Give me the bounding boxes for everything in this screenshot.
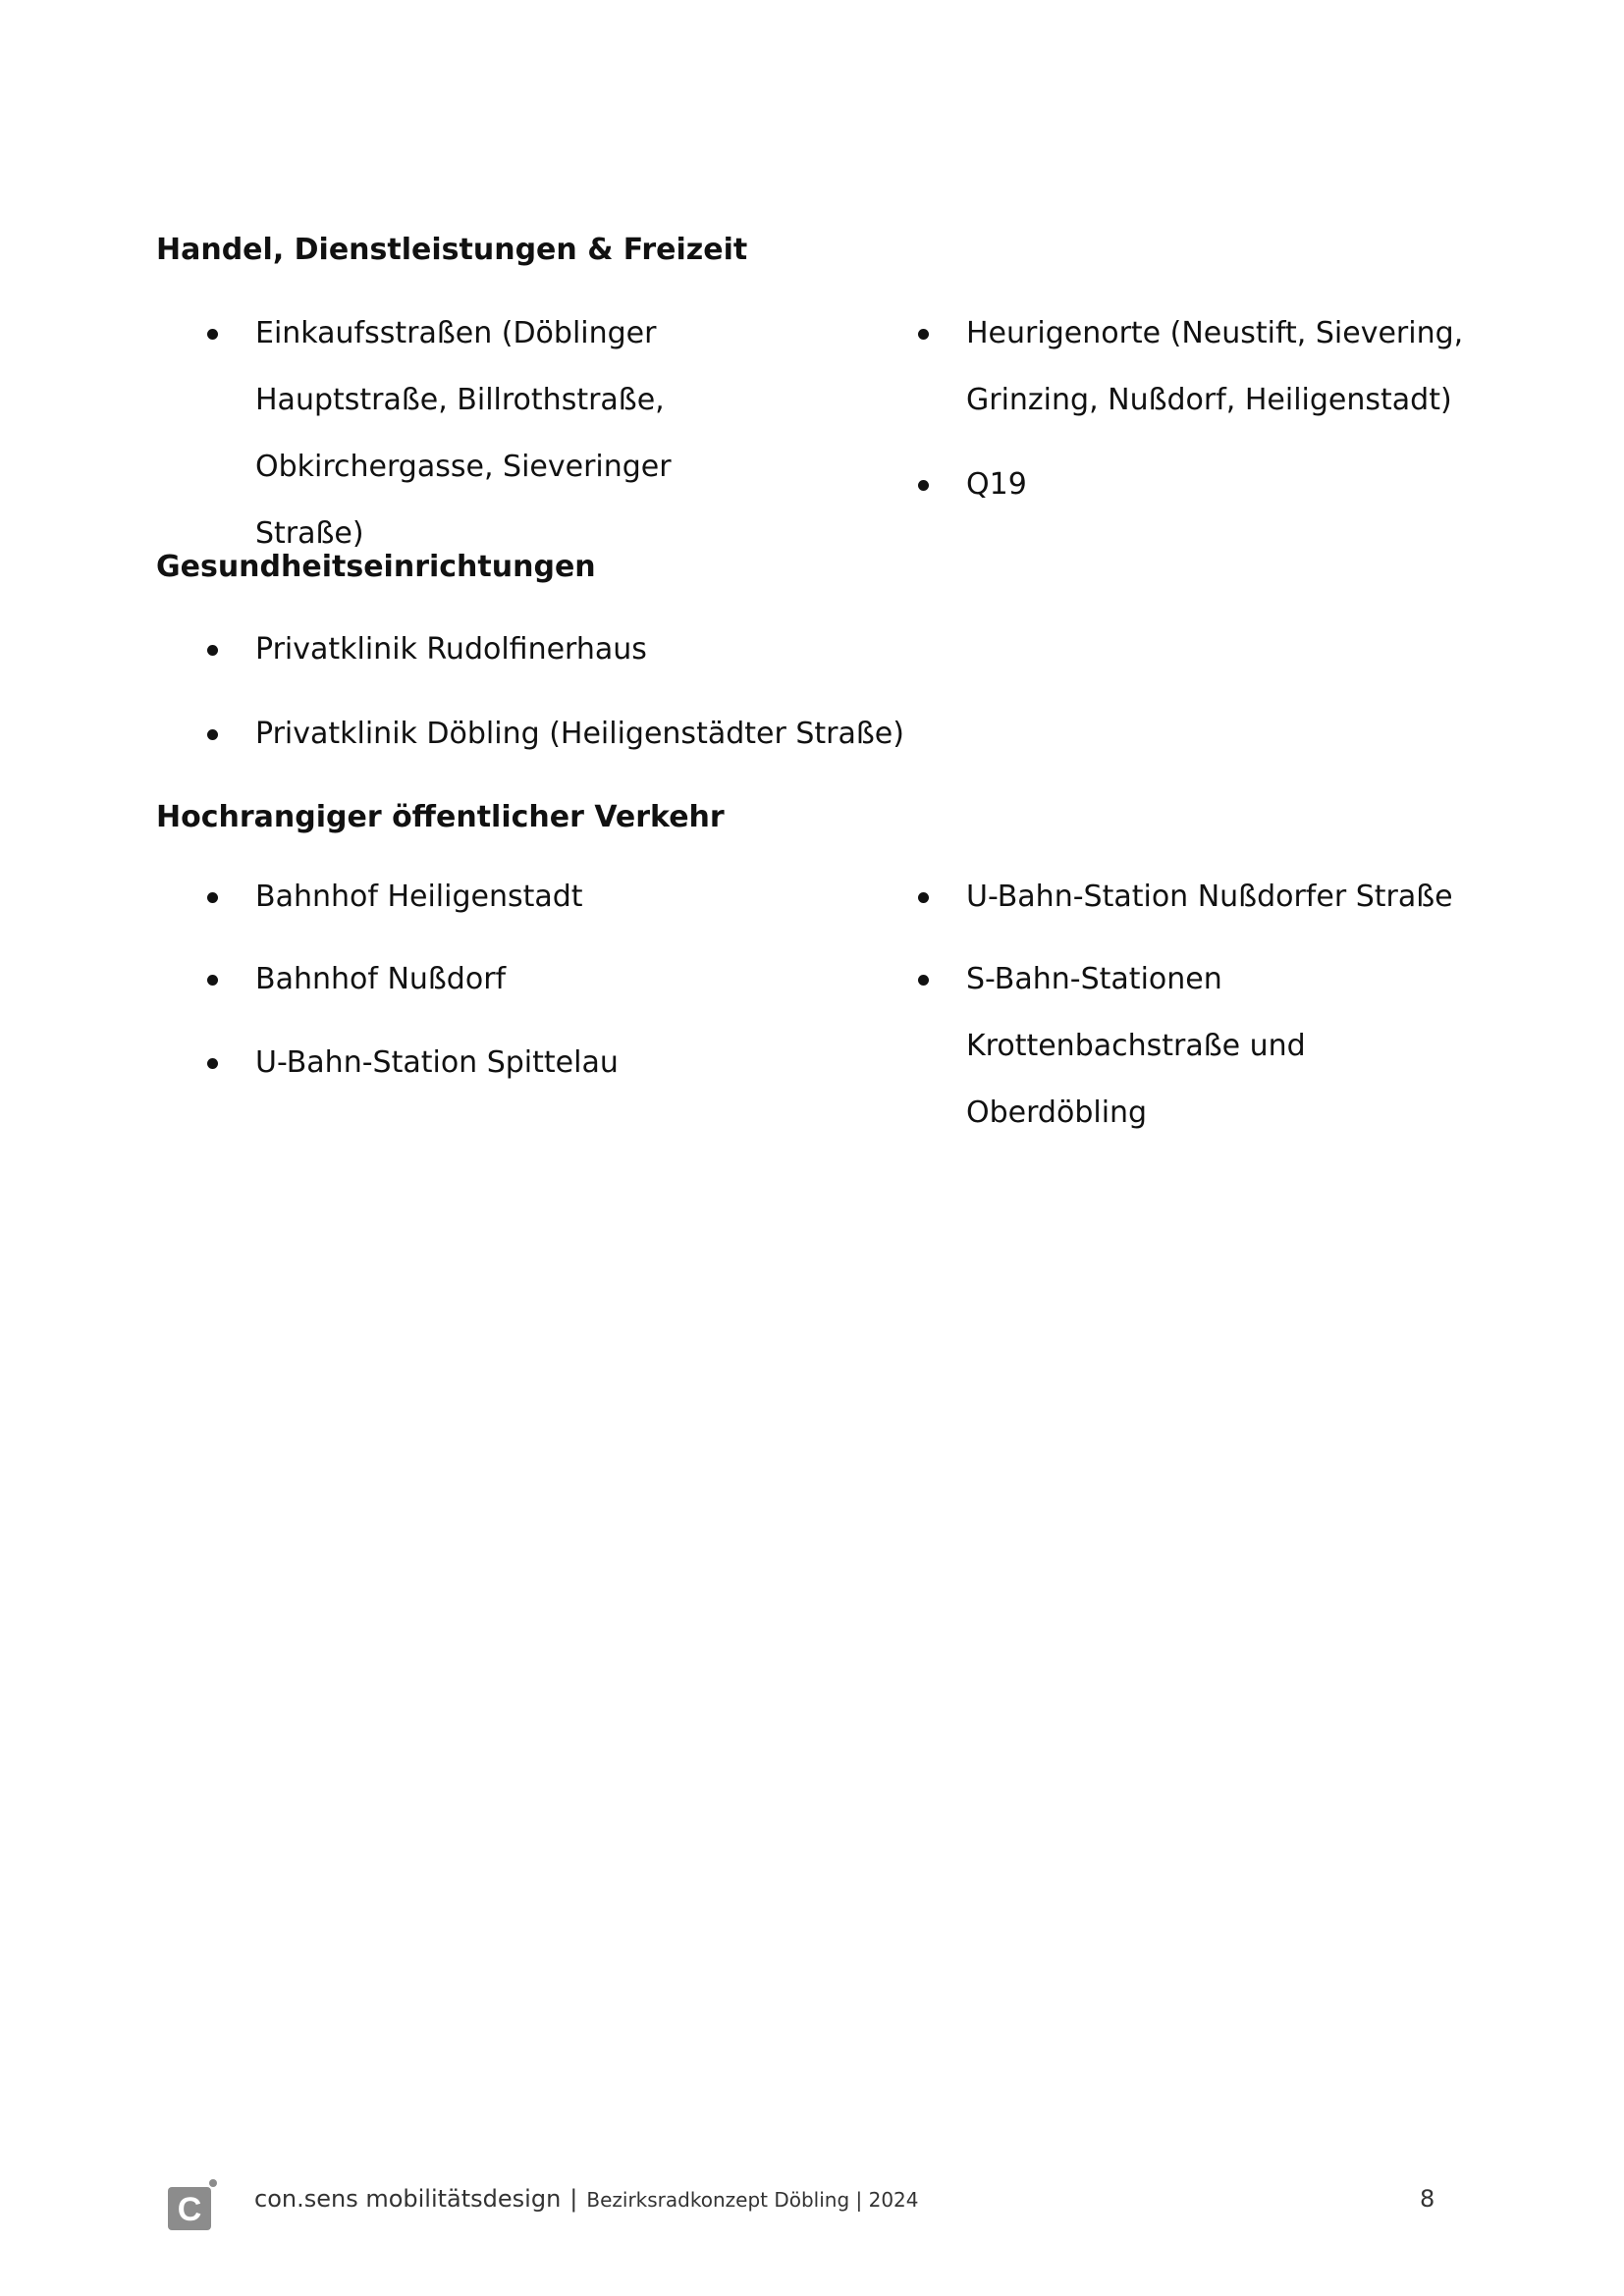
footer-separator: | [569, 2185, 578, 2213]
list-item [207, 864, 914, 931]
list-item-text: S-Bahn-Stationen Krottenbachstraße und Oberdöbling [966, 962, 1306, 1130]
bullet-dot [207, 975, 218, 986]
list-item-text: Privatklinik Döbling (Heiligenstädter Straße) [255, 717, 904, 751]
bullet-dot [918, 480, 929, 491]
list-item [918, 300, 1478, 434]
list-item [207, 300, 757, 567]
logo-letter: C [177, 2191, 202, 2228]
bullet-dot [207, 1058, 218, 1069]
list-item [207, 1030, 914, 1096]
list-item [207, 616, 914, 683]
footer [254, 2185, 919, 2213]
list-item-text: Privatklinik Rudolfinerhaus [255, 632, 647, 667]
list-item-text: Bahnhof Heiligenstadt [255, 880, 583, 914]
bullet-dot [918, 975, 929, 986]
section-heading-handel: Handel, Dienstleistungen & Freizeit [156, 233, 748, 267]
page-number: 8 [1420, 2185, 1435, 2213]
list-item-text: Bahnhof Nußdorf [255, 962, 507, 996]
bullet-dot [918, 892, 929, 903]
bullet-dot [207, 645, 218, 656]
list-item-text: Einkaufsstraßen (Döblinger Hauptstraße, Billrothstraße, Obkirchergasse, Sieveringer Straße) [255, 316, 672, 551]
section-heading-gesundheit: Gesundheitseinrichtungen [156, 550, 596, 584]
list-item-text: Q19 [966, 467, 1027, 502]
bullet-dot [207, 892, 218, 903]
footer-document-info: Bezirksradkonzept Döbling | 2024 [586, 2188, 919, 2212]
list-item-text: Heurigenorte (Neustift, Sievering, Grinzing, Nußdorf, Heiligenstadt) [966, 316, 1464, 417]
list-item [207, 946, 914, 1013]
section-heading-verkehr: Hochrangiger öffentlicher Verkehr [156, 800, 725, 834]
list-item-text: U-Bahn-Station Nußdorfer Straße [966, 880, 1453, 914]
bullet-dot [207, 729, 218, 740]
footer-brand: con.sens mobilitätsdesign [254, 2185, 562, 2213]
list-item [918, 946, 1340, 1147]
list-item [918, 452, 1478, 518]
bullet-dot [207, 329, 218, 340]
bullet-dot [918, 329, 929, 340]
list-item [918, 864, 1527, 931]
list-item [207, 701, 914, 768]
list-item-text: U-Bahn-Station Spittelau [255, 1045, 619, 1080]
consens-c-logo-icon [168, 2179, 217, 2230]
